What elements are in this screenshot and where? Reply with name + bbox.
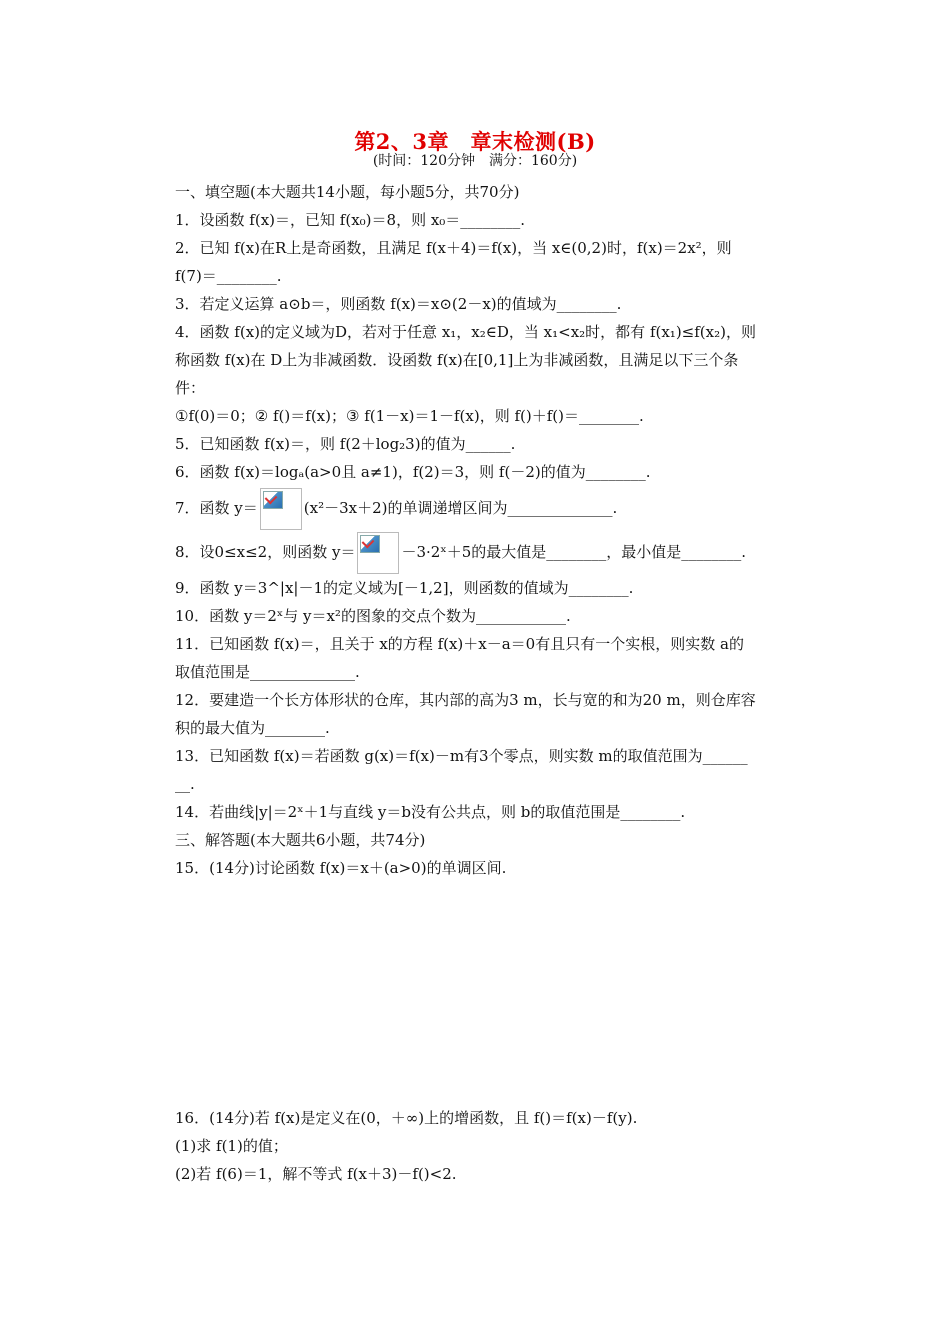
broken-image-icon bbox=[357, 532, 399, 574]
question-2-line-1: 2．已知 f(x)在R上是奇函数，且满足 f(x＋4)＝f(x)，当 x∈(0,2)时，f(x)＝2x²，则 bbox=[175, 239, 732, 257]
question-3: 3．若定义运算 a⊙b＝，则函数 f(x)＝x⊙(2－x)的值域为________. bbox=[175, 295, 622, 313]
question-13-line-1: 13．已知函数 f(x)＝若函数 g(x)＝f(x)－m有3个零点，则实数 m的取值范围为______ bbox=[175, 747, 748, 765]
question-14: 14．若曲线|y|＝2ˣ＋1与直线 y＝b没有公共点，则 b的取值范围是________. bbox=[175, 803, 686, 821]
question-7-prefix: 7．函数 y＝ bbox=[175, 499, 258, 517]
question-11-line-1: 11．已知函数 f(x)＝，且关于 x的方程 f(x)＋x－a＝0有且只有一个实根，则实数 a的 bbox=[175, 635, 744, 653]
question-4-line-4: ①f(0)＝0；② f()＝f(x)；③ f(1－x)＝1－f(x)，则 f()＋f()＝________. bbox=[175, 407, 644, 425]
question-12-line-1: 12．要建造一个长方体形状的仓库，其内部的高为3 m，长与宽的和为20 m，则仓库容 bbox=[175, 691, 756, 709]
section-heading-fill-blank: 一、填空题(本大题共14小题，每小题5分，共70分) bbox=[175, 183, 520, 201]
page-subtitle: (时间：120分钟 满分：160分) bbox=[372, 153, 578, 169]
question-1: 1．设函数 f(x)＝，已知 f(x₀)＝8，则 x₀＝________. bbox=[175, 211, 526, 229]
question-16-part-1: (1)求 f(1)的值； bbox=[175, 1137, 288, 1155]
broken-image-icon bbox=[260, 488, 302, 530]
question-2-line-2: f(7)＝________. bbox=[175, 267, 282, 285]
question-5: 5．已知函数 f(x)＝，则 f(2＋log₂3)的值为______. bbox=[175, 435, 516, 453]
question-4-line-3: 件： bbox=[175, 379, 206, 397]
question-6: 6．函数 f(x)＝logₐ(a>0且 a≠1)，f(2)＝3，则 f(－2)的值为________. bbox=[175, 463, 651, 481]
question-8-prefix: 8．设0≤x≤2，则函数 y＝ bbox=[175, 543, 356, 561]
question-4-line-1: 4．函数 f(x)的定义域为D，若对于任意 x₁，x₂∈D，当 x₁<x₂时，都有 f(x₁)≤f(x₂)，则 bbox=[175, 323, 756, 341]
answer-space bbox=[175, 882, 815, 1104]
question-11-line-2: 取值范围是______________. bbox=[175, 663, 360, 681]
question-list bbox=[175, 178, 815, 1188]
question-7 bbox=[175, 486, 815, 530]
question-8-suffix: －3·2ˣ＋5的最大值是________，最小值是________. bbox=[401, 543, 747, 561]
question-10: 10．函数 y＝2ˣ与 y＝x²的图象的交点个数为____________. bbox=[175, 607, 571, 625]
question-16-line-1: 16．(14分)若 f(x)是定义在(0，＋∞)上的增函数，且 f()＝f(x)－f(y). bbox=[175, 1109, 638, 1127]
question-9: 9．函数 y＝3^|x|－1的定义域为[－1,2]，则函数的值域为________. bbox=[175, 579, 634, 597]
page-title: 第2、3章 章末检测(B) bbox=[354, 129, 596, 154]
question-16-part-2: (2)若 f(6)＝1，解不等式 f(x＋3)－f()<2. bbox=[175, 1165, 457, 1183]
section-heading-answer: 三、解答题(本大题共6小题，共74分) bbox=[175, 831, 426, 849]
question-12-line-2: 积的最大值为________. bbox=[175, 719, 330, 737]
question-7-suffix: (x²－3x＋2)的单调递增区间为______________. bbox=[303, 499, 618, 517]
question-13-line-2: __. bbox=[175, 775, 195, 793]
question-8 bbox=[175, 530, 815, 574]
question-15: 15．(14分)讨论函数 f(x)＝x＋(a>0)的单调区间. bbox=[175, 859, 507, 877]
question-4-line-2: 称函数 f(x)在 D上为非减函数．设函数 f(x)在[0,1]上为非减函数，且满足以下三个条 bbox=[175, 351, 739, 369]
